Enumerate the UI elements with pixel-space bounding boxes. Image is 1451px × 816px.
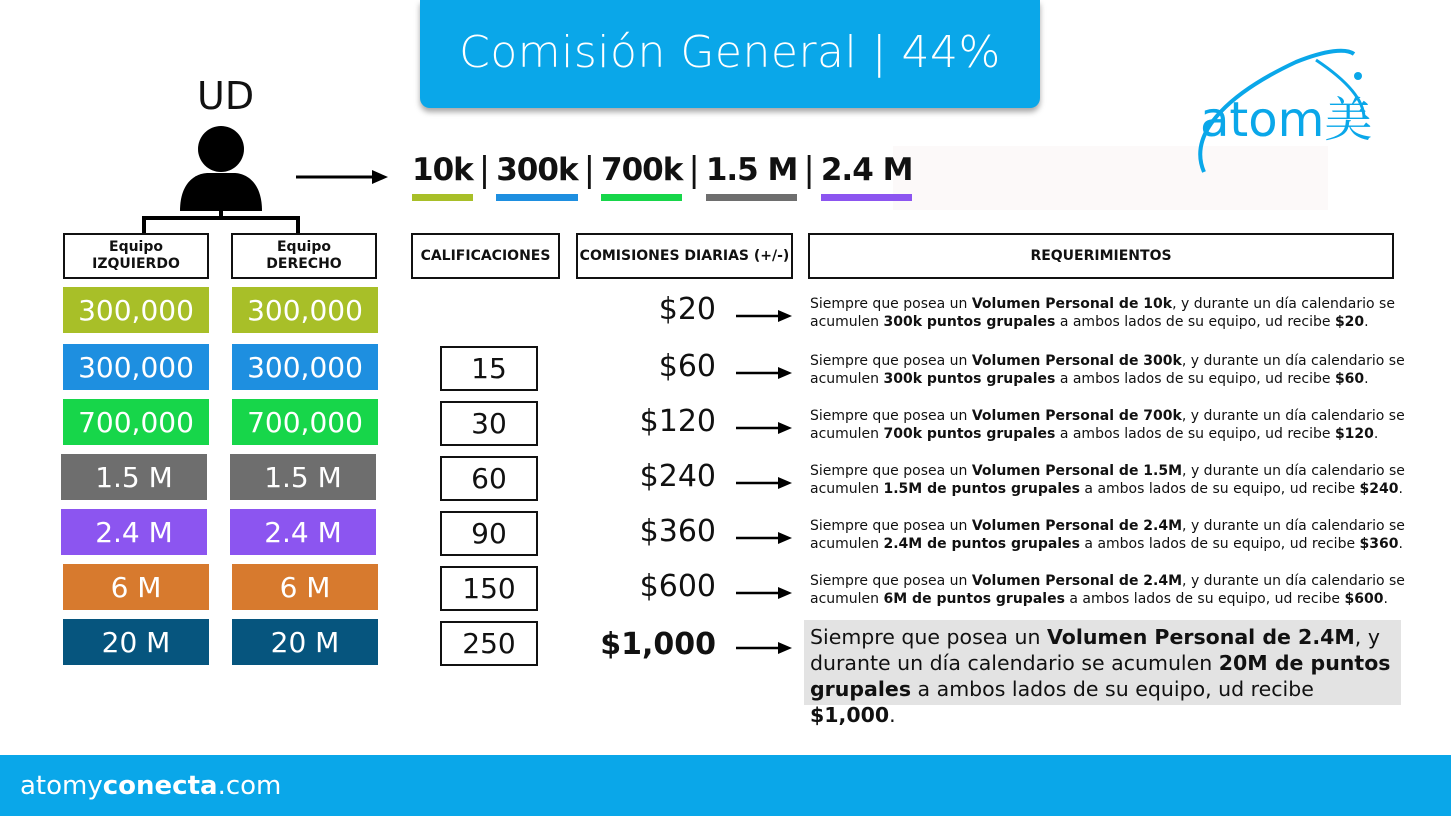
right-team-value: 6 M [232, 564, 378, 610]
requirement-highlight: 6M de puntos grupales [883, 591, 1065, 607]
requirement-highlight: 20M de puntos grupales [810, 651, 1391, 701]
requirement-segment: Siempre que posea un [810, 573, 972, 589]
requirement-highlight: Volumen Personal de 2.4M [971, 573, 1183, 589]
level-item [599, 150, 684, 201]
requirement-segment: , y durante un día calendario se acumulen [810, 573, 1405, 607]
qualification-box: 90 [440, 511, 538, 556]
logo-text: atom美 [1200, 92, 1372, 148]
atomy-logo [1196, 40, 1372, 190]
daily-commission-amount: $60 [658, 349, 716, 384]
arrow-right-icon [736, 421, 792, 435]
level-scale [410, 150, 914, 210]
header-right-team [231, 233, 377, 279]
level-label: 300k [496, 152, 578, 188]
level-separator: | [688, 150, 700, 190]
requirement-segment: a ambos lados de su equipo, ud recibe [1055, 371, 1335, 387]
level-label: 1.5 M [705, 152, 798, 188]
daily-commission-amount: $120 [639, 404, 716, 439]
requirement-text [804, 620, 1401, 727]
footer-bar [0, 755, 1451, 816]
level-label: 2.4 M [820, 152, 913, 188]
requirement-highlight: $20 [1334, 314, 1365, 330]
header-left-line2: IZQUIERDO [92, 256, 180, 272]
header-daily-commissions: COMISIONES DIARIAS (+/-) [576, 233, 793, 279]
footer-url-pre: atomy [20, 770, 103, 801]
daily-commission-amount: $600 [639, 569, 716, 604]
requirement-highlight: 700k puntos grupales [883, 426, 1056, 442]
requirement-text [810, 462, 1430, 498]
requirement-segment: . [1373, 426, 1379, 442]
requirement-highlight: $360 [1359, 536, 1399, 552]
header-right-line2: DERECHO [266, 256, 342, 272]
requirement-segment: a ambos lados de su equipo, ud recibe [1064, 591, 1345, 607]
requirement-highlight: $120 [1334, 426, 1374, 442]
requirement-text [810, 352, 1430, 388]
team-connector [140, 204, 302, 234]
requirement-highlight: 2.4M de puntos grupales [883, 536, 1080, 552]
requirement-segment: a ambos lados de su equipo, ud recibe [911, 677, 1314, 701]
arrow-right-icon [736, 366, 792, 380]
daily-commission-amount: $240 [639, 459, 716, 494]
requirement-text [810, 295, 1430, 331]
requirement-highlight: Volumen Personal de 300k [971, 353, 1182, 369]
requirement-highlight: 300k puntos grupales [883, 371, 1056, 387]
left-team-value: 1.5 M [61, 454, 207, 500]
requirement-highlight: Volumen Personal de 1.5M [971, 463, 1183, 479]
footer-url-bold: conecta [102, 770, 218, 801]
requirement-segment: . [1383, 591, 1388, 607]
level-separator: | [478, 150, 491, 190]
left-team-value: 700,000 [63, 399, 209, 445]
level-color-bar [496, 194, 577, 201]
qualification-box: 30 [440, 401, 538, 446]
requirement-segment: Siempre que posea un [810, 408, 972, 424]
requirement-highlight: $60 [1334, 371, 1365, 387]
requirement-highlight: Volumen Personal de 10k [971, 296, 1173, 312]
level-color-bar [601, 194, 682, 201]
requirement-highlight: 1.5M de puntos grupales [883, 481, 1080, 497]
right-team-value: 300,000 [232, 287, 378, 333]
arrow-right-icon [736, 476, 792, 490]
header-qualifications: CALIFICACIONES [411, 233, 560, 279]
right-team-value: 20 M [232, 619, 378, 665]
right-team-value: 700,000 [232, 399, 378, 445]
level-item [494, 150, 579, 201]
arrow-right-icon [736, 531, 792, 545]
left-team-value: 300,000 [63, 344, 209, 390]
arrow-right-icon [736, 309, 792, 323]
level-color-bar [821, 194, 913, 201]
requirement-text [810, 517, 1430, 553]
requirement-segment: , y durante un día calendario se acumulen [810, 408, 1405, 442]
requirement-segment: , y durante un día calendario se acumulen [810, 463, 1405, 497]
requirement-segment: . [889, 703, 896, 727]
header-left-team [63, 233, 209, 279]
requirement-segment: . [1398, 481, 1403, 497]
qualification-box: 250 [440, 621, 538, 666]
requirement-segment: Siempre que posea un [810, 463, 972, 479]
requirement-segment: a ambos lados de su equipo, ud recibe [1079, 481, 1360, 497]
requirement-text [810, 407, 1430, 443]
right-team-value: 2.4 M [230, 509, 376, 555]
requirement-highlight: $600 [1344, 591, 1384, 607]
daily-commission-amount: $360 [639, 514, 716, 549]
header-right-line1: Equipo [276, 239, 331, 255]
requirement-highlight: Volumen Personal de 700k [971, 408, 1182, 424]
level-separator: | [583, 150, 596, 190]
requirement-highlight: 300k puntos grupales [883, 314, 1056, 330]
arrow-right-icon [736, 586, 792, 600]
header-left-line1: Equipo [109, 239, 163, 255]
requirement-segment: Siempre que posea un [810, 353, 972, 369]
requirement-segment: . [1398, 536, 1403, 552]
requirement-highlight: Volumen Personal de 2.4M [971, 518, 1183, 534]
requirement-highlight: $1,000 [810, 703, 890, 727]
requirement-segment: , y durante un día calendario se acumulen [810, 353, 1405, 387]
level-color-bar [412, 194, 473, 201]
footer-url-post: .com [217, 770, 282, 801]
requirement-highlight: $240 [1359, 481, 1399, 497]
left-team-value: 20 M [63, 619, 209, 665]
qualification-box: 150 [440, 566, 538, 611]
requirement-segment: , y durante un día calendario se acumulen [810, 625, 1380, 675]
requirement-segment: . [1364, 314, 1369, 330]
qualification-box: 60 [440, 456, 538, 501]
left-team-value: 2.4 M [61, 509, 207, 555]
level-separator: | [803, 150, 815, 190]
requirement-segment: . [1364, 371, 1369, 387]
level-item [819, 150, 915, 201]
level-item [704, 150, 800, 201]
left-team-value: 6 M [63, 564, 209, 610]
requirement-segment: , y durante un día calendario se acumulen [810, 518, 1405, 552]
qualification-box: 15 [440, 346, 538, 391]
header-requirements: REQUERIMIENTOS [808, 233, 1394, 279]
requirement-segment: a ambos lados de su equipo, ud recibe [1079, 536, 1360, 552]
right-team-value: 1.5 M [230, 454, 376, 500]
requirement-segment: a ambos lados de su equipo, ud recibe [1055, 314, 1335, 330]
requirement-text [810, 572, 1430, 608]
requirement-segment: , y durante un día calendario se acumulen [810, 296, 1395, 330]
requirement-segment: a ambos lados de su equipo, ud recibe [1055, 426, 1335, 442]
requirement-highlight: Volumen Personal de 2.4M [1046, 625, 1355, 649]
level-item [410, 150, 475, 201]
requirement-segment: Siempre que posea un [810, 518, 972, 534]
daily-commission-amount: $1,000 [600, 627, 716, 662]
person-icon [178, 125, 264, 213]
arrow-right-icon [736, 641, 792, 655]
person-label: UD [197, 74, 255, 118]
level-label: 10k [412, 152, 473, 188]
left-team-value: 300,000 [63, 287, 209, 333]
level-label: 700k [601, 152, 683, 188]
daily-commission-amount: $20 [658, 292, 716, 327]
page-title: Comisión General | 44% [420, 0, 1040, 108]
right-team-value: 300,000 [232, 344, 378, 390]
requirement-segment: Siempre que posea un [810, 296, 972, 312]
requirement-segment: Siempre que posea un [810, 625, 1047, 649]
arrow-right-icon [296, 167, 388, 187]
level-color-bar [706, 194, 798, 201]
